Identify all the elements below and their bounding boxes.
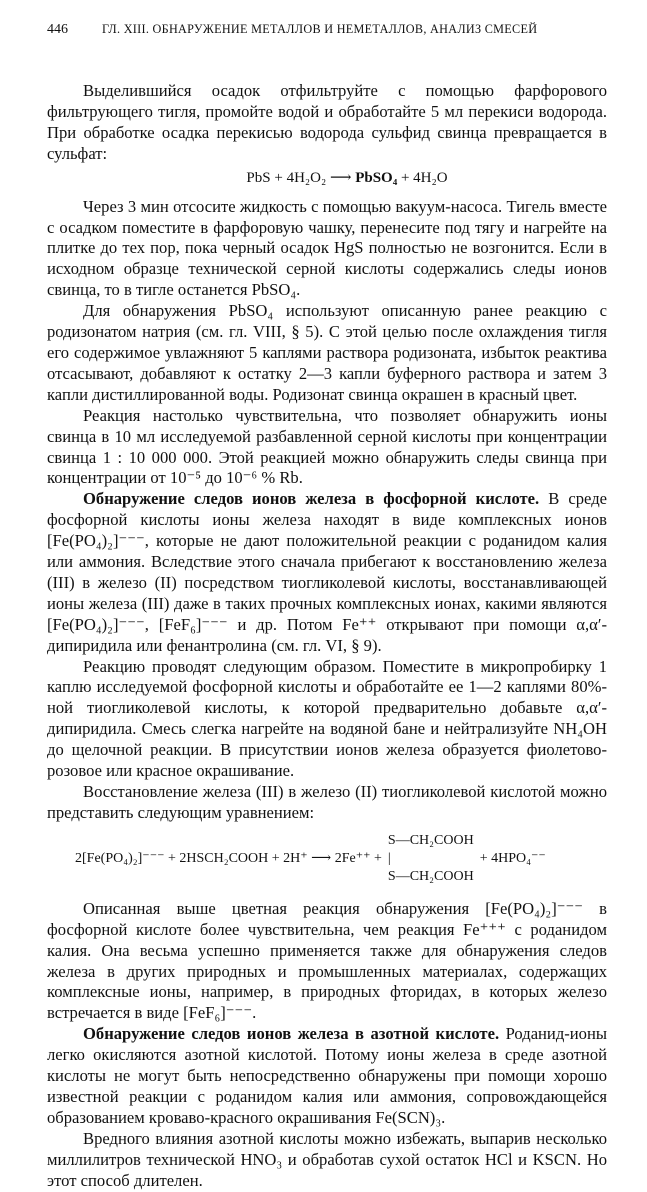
paragraph-2: Через 3 мин отсосите жидкость с помощью вакуум-насоса. Тигель вместе с осадком поместите в фарфоровую чашку, перенесите под тягу и нагрейте на плитке до тех пор, пока черный осадок HgS полностью не возгонится. Если в исходном образце технической серной кислоты содержались следы ионов свинца, то в тигле останется PbSO₄. xyxy=(47,196,607,300)
equation-2-disulfide xyxy=(388,832,474,886)
equation-2-stack-top: S—CH₂COOH xyxy=(387,832,474,848)
paragraph-3: Для обнаружения PbSO₄ используют описанную ранее реакцию с родизонатом натрия (см. гл. VIII, § 5). С этой целью после охлаждения тигля его содержимое увлажняют 5 каплями раствора родизоната, избыток реактива отсасывают, добавляют к остатку 2—3 капли буферного раствора и затем 3 капли дистиллированной воды. Родизонат свинца окрашен в красный цвет. xyxy=(47,301,607,404)
equation-1-left: PbS + 4H₂O₂ ⟶ xyxy=(246,169,352,186)
equation-lead-sulfate xyxy=(87,166,607,190)
paragraph-8: Описанная выше цветная реакция обнаружения [Fe(PO₄)₂]⁻⁻⁻ в фосфорной кислоте более чувствительна, чем реакция Fe⁺⁺⁺ с роданидом калия. Она весьма успешно применяется также для обнаружения следов железа в других природных и промышленных материалах, содержащих комплексные ионы, например, в природных фторидах, в которых железо встречается в виде [FeF₆]⁻⁻⁻. xyxy=(47,898,607,1023)
page-header xyxy=(47,22,607,52)
paragraph-9-body: Роданид-ионы легко окисляются азотной кислотой. Потому ионы железа в среде азотной кислоты не могут быть непосредственно обнаружены при помощи хорошо известной реакции с роданидом калия или аммония, сопровождающейся образованием кроваво-красного окрашивания Fe(SCN)₃. xyxy=(47,1024,607,1127)
paragraph-10: Вредного влияния азотной кислоты можно избежать, выпарив несколько миллилитров технической HNO₃ и обработав сухой остаток HCl и KSCN. Но этот способ длителен. xyxy=(47,1128,607,1190)
paragraph-9 xyxy=(47,1024,607,1129)
paragraph-1: Выделившийся осадок отфильтруйте с помощью фарфорового фильтрующего тигля, промойте водой и обработайте 5 мл перекиси водорода. При обработке осадка перекисью водорода сульфид свинца превращается в сульфат: xyxy=(47,81,607,163)
paragraph-7: Восстановление железа (III) в железо (II) тиогликолевой кислотой можно представить следующим уравнением: xyxy=(47,782,607,822)
running-title: ГЛ. XIII. ОБНАРУЖЕНИЕ МЕТАЛЛОВ И НЕМЕТАЛЛОВ, АНАЛИЗ СМЕСЕЙ xyxy=(102,22,538,36)
equation-2-right: + 4HPO₄⁻⁻ xyxy=(479,851,546,867)
equation-2-stack-bond: | xyxy=(387,850,391,866)
equation-2-stack-bottom: S—CH₂COOH xyxy=(387,868,474,884)
page-number: 446 xyxy=(47,22,68,37)
equation-1-right: + 4H₂O xyxy=(400,169,448,186)
paragraph-6: Реакцию проводят следующим образом. Поместите в микропробирку 1 каплю исследуемой фосфорной кислоты и обработайте ее 1—2 каплями 80%-ной тиогликолевой кислоты, к которой предварительно добавьте α,α′-дипиридила. Смесь слегка нагрейте на водяной бане и нейтрализуйте NH₄OH до щелочной реакции. В присутствии ионов железа образуется фиолетово-розовое или красное окрашивание. xyxy=(47,656,607,781)
equation-1-product: PbSO₄ xyxy=(355,169,398,186)
section-heading-phosphoric: Обнаружение следов ионов железа в фосфорной кислоте. xyxy=(83,489,540,509)
section-heading-nitric: Обнаружение следов ионов железа в азотной кислоте. xyxy=(83,1024,500,1044)
paragraph-4: Реакция настолько чувствительна, что позволяет обнаружить ионы свинца в 10 мл исследуемой разбавленной серной кислоты при концентрации свинца 1 : 10 000 000. Этой реакцией можно обнаружить следы свинца при концентрации от 10⁻⁵ до 10⁻⁶ % Rb. xyxy=(47,405,607,488)
paragraph-5 xyxy=(47,489,607,656)
equation-2-left: 2[Fe(PO₄)₂]⁻⁻⁻ + 2HSCH₂COOH + 2H⁺ ⟶ 2Fe⁺⁺ + xyxy=(75,851,382,867)
paragraph-5-body: В среде фосфорной кислоты ионы железа находят в виде комплексных ионов [Fe(PO₄)₂]⁻⁻⁻, которые не дают положительной реакции с роданидом калия или аммония. Вследствие этого сначала прибегают к восстановлению железа (III) в железо (II) посредством тиогликолевой кислоты, восстанавливающей ионы железа (III) даже в таких прочных комплексных ионах, какими являются [Fe(PO₄)₂]⁻⁻⁻, [FeF₆]⁻⁻⁻ и др. Потом Fe⁺⁺ открывают при помощи α,α′-дипиридила или фенантролина (см. гл. VI, § 9). xyxy=(47,489,607,655)
equation-iron-reduction xyxy=(75,832,607,886)
